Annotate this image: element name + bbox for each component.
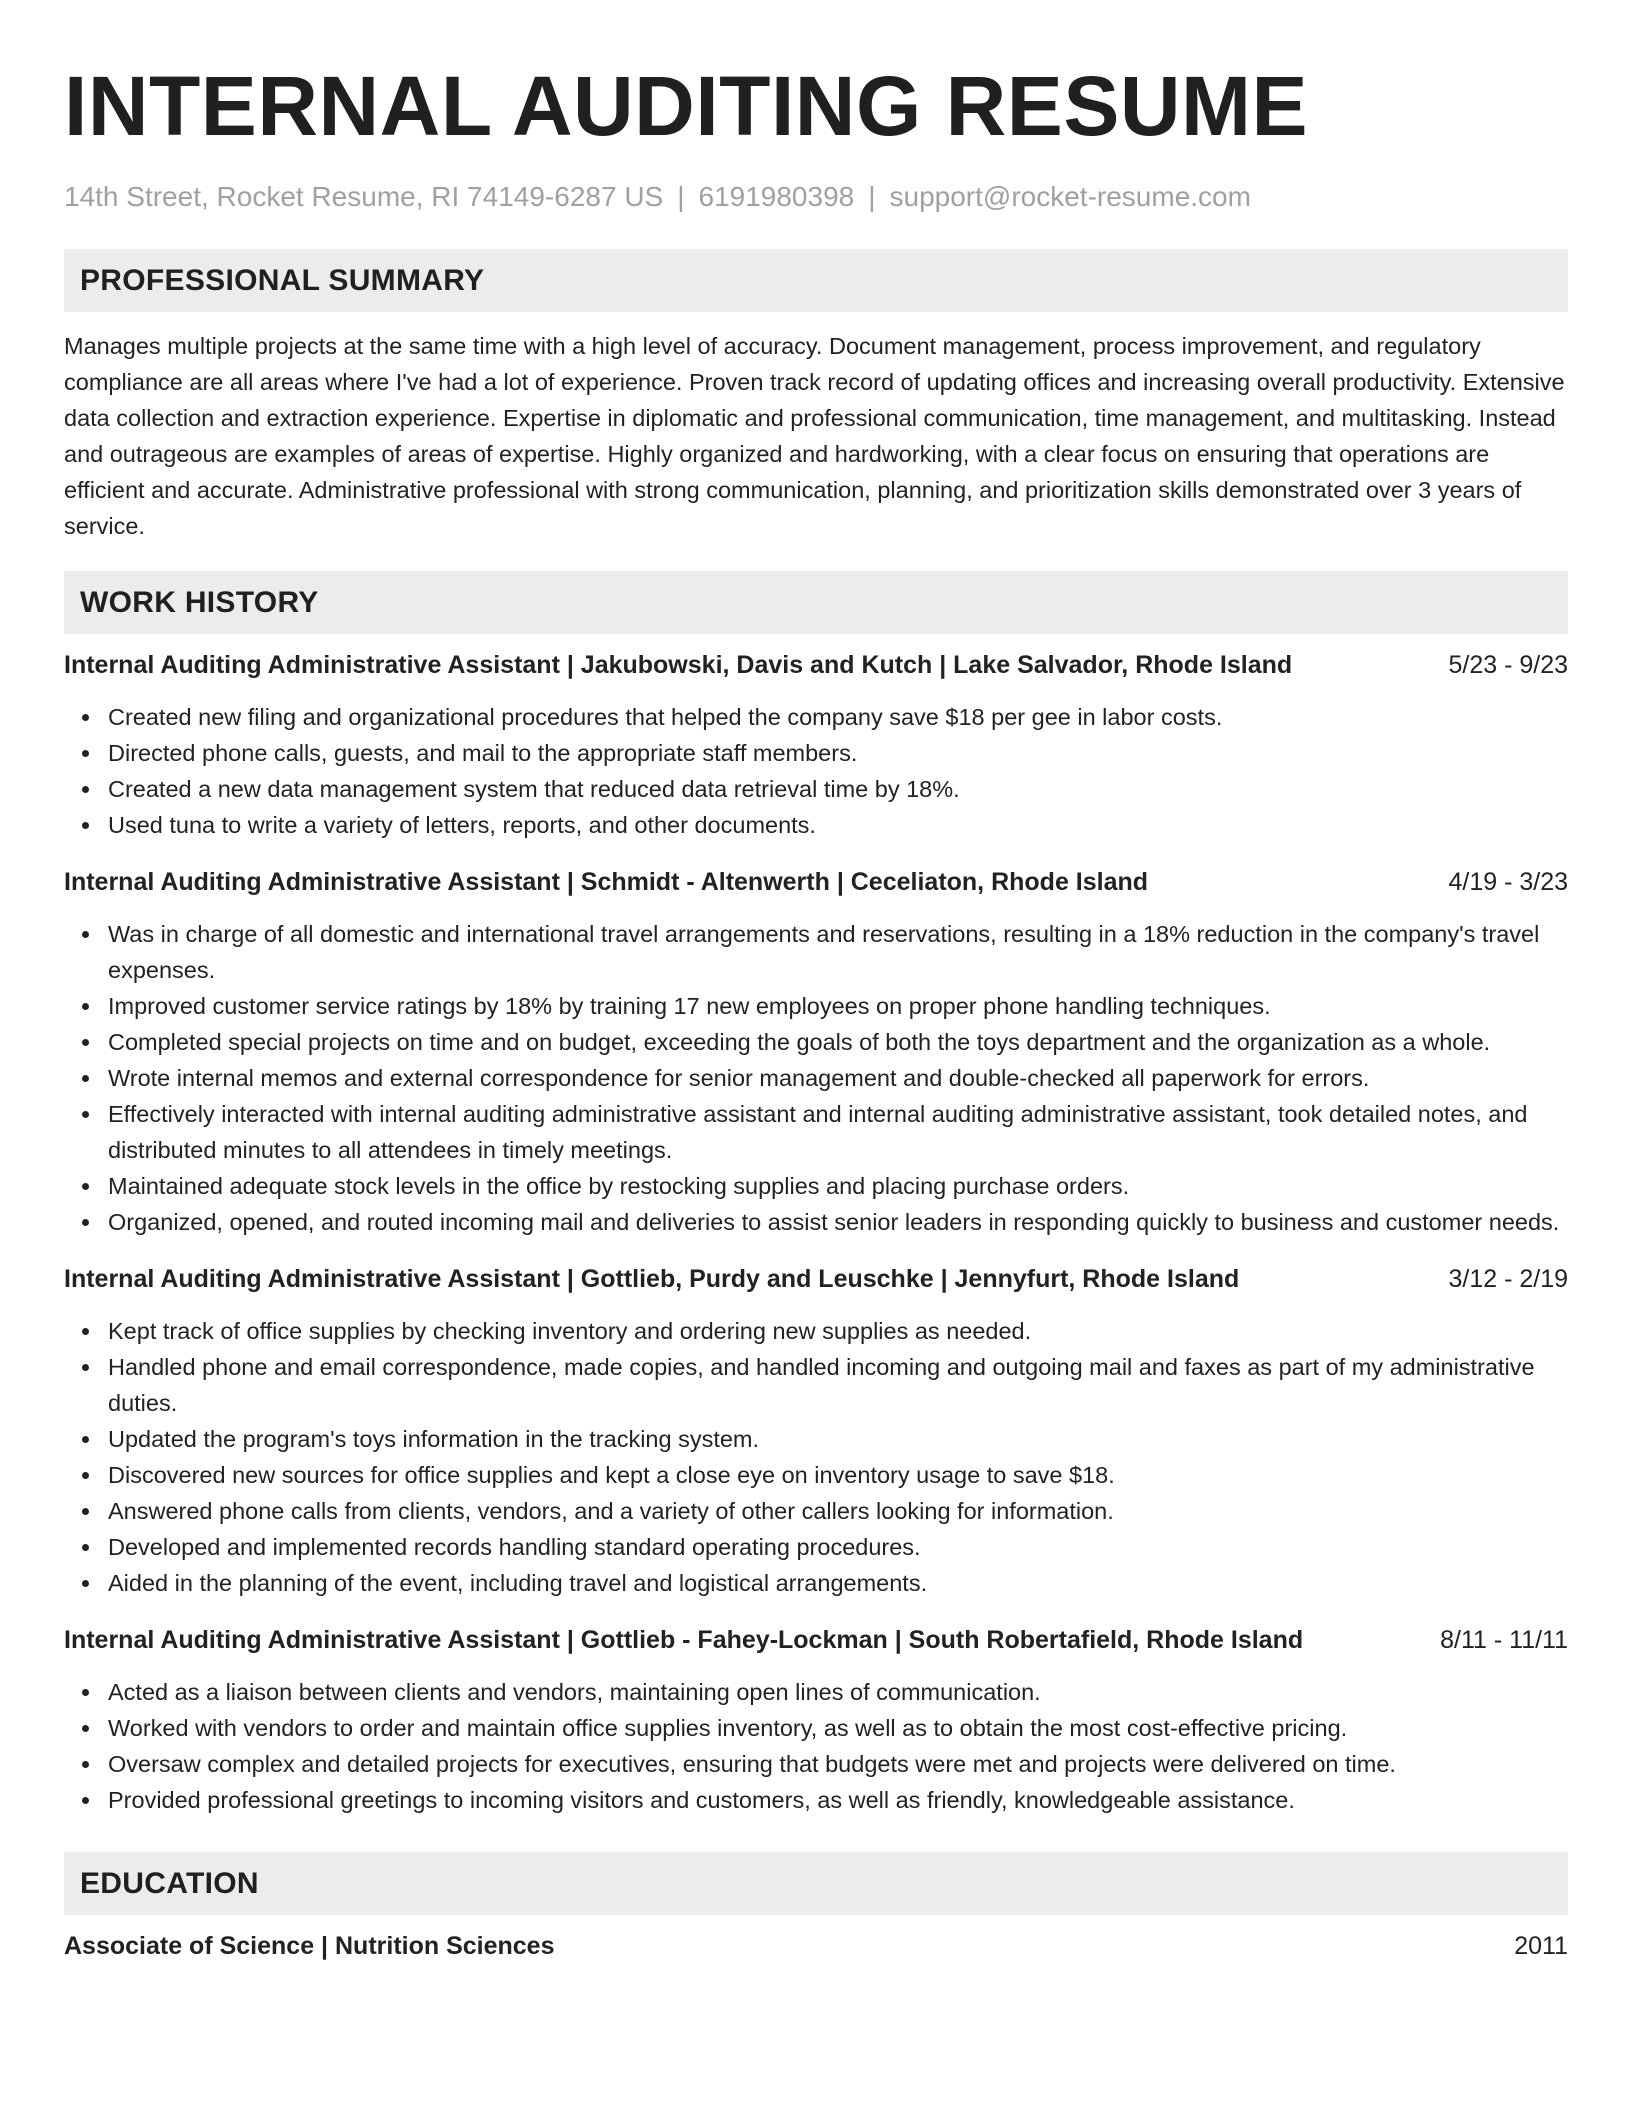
section-header-education: EDUCATION: [64, 1852, 1568, 1915]
job-bullets: [64, 916, 1568, 1240]
list-item: Completed special projects on time and on budget, exceeding the goals of both the toys department and the organization as a whole.: [108, 1024, 1568, 1060]
list-item: Provided professional greetings to incoming visitors and customers, as well as friendly, knowledgeable assistance.: [108, 1782, 1568, 1818]
list-item: Worked with vendors to order and maintain office supplies inventory, as well as to obtain the most cost-effective pricing.: [108, 1710, 1568, 1746]
list-item: Effectively interacted with internal auditing administrative assistant and internal auditing administrative assistant, took detailed notes, and distributed minutes to all attendees in timely meetings.: [108, 1096, 1568, 1168]
job-header: [64, 1261, 1568, 1297]
list-item: Organized, opened, and routed incoming mail and deliveries to assist senior leaders in responding quickly to business and customer needs.: [108, 1204, 1568, 1240]
job-title: Internal Auditing Administrative Assistant | Jakubowski, Davis and Kutch | Lake Salvador, Rhode Island: [64, 651, 1293, 679]
job-dates: 5/23 - 9/23: [1448, 651, 1568, 679]
list-item: Maintained adequate stock levels in the office by restocking supplies and placing purchase orders.: [108, 1168, 1568, 1204]
job-dates: 4/19 - 3/23: [1448, 868, 1568, 896]
section-header-summary: PROFESSIONAL SUMMARY: [64, 249, 1568, 312]
list-item: Oversaw complex and detailed projects for executives, ensuring that budgets were met and projects were delivered on time.: [108, 1746, 1568, 1782]
list-item: Developed and implemented records handling standard operating procedures.: [108, 1529, 1568, 1565]
contact-email: support@rocket-resume.com: [889, 181, 1251, 212]
list-item: Was in charge of all domestic and international travel arrangements and reservations, resulting in a 18% reduction in the company's travel expenses.: [108, 916, 1568, 988]
list-item: Updated the program's toys information in the tracking system.: [108, 1421, 1568, 1457]
job-title: Internal Auditing Administrative Assistant | Schmidt - Altenwerth | Ceceliaton, Rhode Island: [64, 868, 1149, 896]
list-item: Improved customer service ratings by 18% by training 17 new employees on proper phone handling techniques.: [108, 988, 1568, 1024]
list-item: Aided in the planning of the event, including travel and logistical arrangements.: [108, 1565, 1568, 1601]
list-item: Handled phone and email correspondence, made copies, and handled incoming and outgoing mail and faxes as part of my administrative duties.: [108, 1349, 1568, 1421]
job-title: Internal Auditing Administrative Assistant | Gottlieb - Fahey-Lockman | South Robertafield, Rhode Island: [64, 1626, 1304, 1654]
contact-separator: |: [677, 181, 685, 212]
contact-separator: |: [868, 181, 876, 212]
list-item: Kept track of office supplies by checking inventory and ordering new supplies as needed.: [108, 1313, 1568, 1349]
job-entry: [64, 647, 1568, 843]
summary-text: Manages multiple projects at the same time with a high level of accuracy. Document management, process improvement, and regulatory compliance are all areas where I've had a lot of experience. Proven track record of updating offices and increasing overall productivity. Extensive data collection and extraction experience. Expertise in diplomatic and professional communication, time management, and multitasking. Instead and outrageous are examples of areas of expertise. Highly organized and hardworking, with a clear focus on ensuring that operations are efficient and accurate. Administrative professional with strong communication, planning, and prioritization skills demonstrated over 3 years of service.: [64, 333, 1565, 539]
job-entry: [64, 1622, 1568, 1818]
list-item: Created a new data management system that reduced data retrieval time by 18%.: [108, 771, 1568, 807]
education-degree: Associate of Science | Nutrition Sciences: [64, 1932, 555, 1960]
job-entry: [64, 1261, 1568, 1601]
contact-phone: 6191980398: [698, 181, 855, 212]
list-item: Wrote internal memos and external correspondence for senior management and double-checked all paperwork for errors.: [108, 1060, 1568, 1096]
section-header-work-history: WORK HISTORY: [64, 571, 1568, 634]
education-year: 2011: [1514, 1932, 1568, 1960]
list-item: Used tuna to write a variety of letters, reports, and other documents.: [108, 807, 1568, 843]
job-bullets: [64, 1313, 1568, 1601]
job-entry: [64, 864, 1568, 1240]
job-bullets: [64, 699, 1568, 843]
job-dates: 8/11 - 11/11: [1440, 1626, 1568, 1654]
resume-title: INTERNAL AUDITING RESUME: [64, 59, 1309, 153]
contact-line: [64, 180, 1568, 214]
list-item: Directed phone calls, guests, and mail to the appropriate staff members.: [108, 735, 1568, 771]
job-header: [64, 647, 1568, 683]
job-dates: 3/12 - 2/19: [1448, 1265, 1568, 1293]
job-bullets: [64, 1674, 1568, 1818]
job-header: [64, 1622, 1568, 1658]
list-item: Acted as a liaison between clients and vendors, maintaining open lines of communication.: [108, 1674, 1568, 1710]
education-entry: [64, 1928, 1568, 1964]
list-item: Answered phone calls from clients, vendors, and a variety of other callers looking for information.: [108, 1493, 1568, 1529]
list-item: Discovered new sources for office supplies and kept a close eye on inventory usage to save $18.: [108, 1457, 1568, 1493]
list-item: Created new filing and organizational procedures that helped the company save $18 per gee in labor costs.: [108, 699, 1568, 735]
job-header: [64, 864, 1568, 900]
contact-address: 14th Street, Rocket Resume, RI 74149-6287 US: [64, 181, 664, 212]
education-header: [64, 1928, 1568, 1964]
job-title: Internal Auditing Administrative Assistant | Gottlieb, Purdy and Leuschke | Jennyfurt, Rhode Island: [64, 1265, 1240, 1293]
